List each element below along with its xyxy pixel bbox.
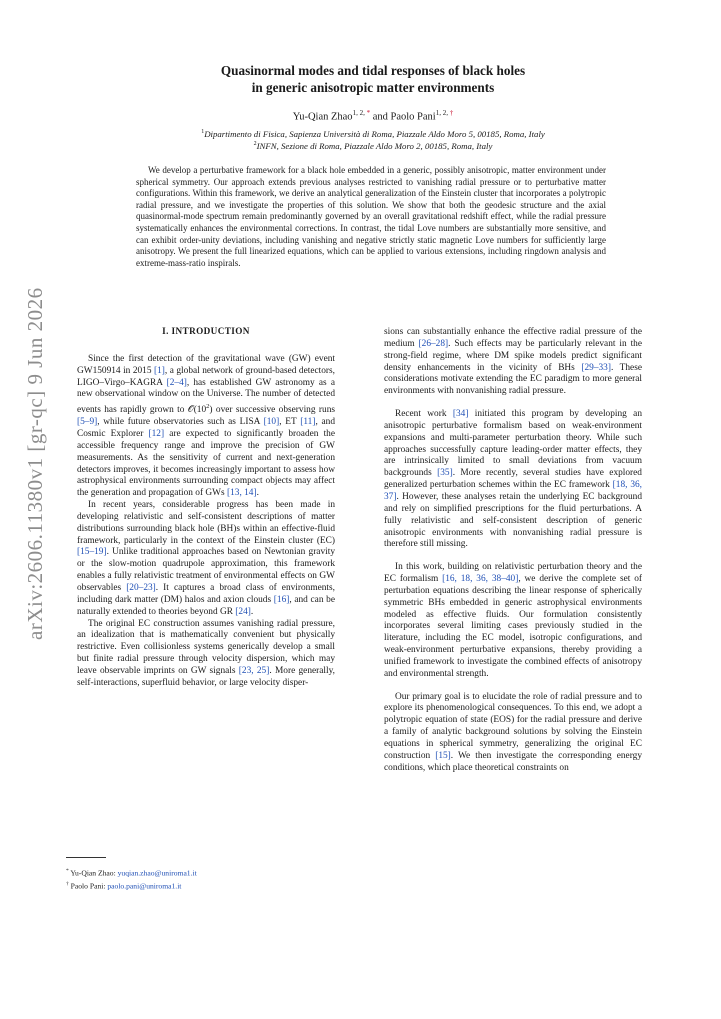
footnote-2-label: Paolo Pani: xyxy=(68,881,108,891)
footnote-1 xyxy=(66,866,326,879)
footnote-2 xyxy=(66,879,326,892)
citation-link[interactable]: [16, 18, 36, 38–40] xyxy=(442,574,519,585)
text-run: . These considerations motivate extending the EC paradigm to more general environments with nonvanishing radial pressure. xyxy=(384,362,642,397)
citation-link[interactable]: [11] xyxy=(300,417,316,428)
text-run: . More generally, self-interactions, superfluid behavior, or large velocity disper- xyxy=(77,665,335,688)
paragraph xyxy=(384,692,642,775)
text-run: , and can be naturally extended to theories beyond GR xyxy=(77,594,335,617)
author-1-footnote-link[interactable]: * xyxy=(366,109,371,117)
left-column xyxy=(77,326,335,690)
arxiv-stamp: arXiv:2606.11380v1 [gr-qc] 9 Jun 2026 xyxy=(22,287,47,640)
text-run: ) over successive observing runs xyxy=(209,405,335,416)
text-run: , a global network of ground-based detectors, LIGO–Virgo–KAGRA xyxy=(77,365,335,388)
text-run: initiated this program by developing an anisotropic perturbative formalism based on weak-environment expansions and multi-parameter perturbation theory. While such approaches successfully capture leading-order matter effects, they are intrinsically limited to small deviations from vacuum backgrounds xyxy=(384,409,642,479)
affiliation-2-sup: 2 xyxy=(253,141,257,148)
author-1-affil-sup: 1, 2, xyxy=(352,109,367,117)
footnote-2-mark: † xyxy=(66,881,69,888)
citation-link[interactable]: [34] xyxy=(452,409,469,420)
citation-link[interactable]: [29–33] xyxy=(581,362,611,373)
citation-link[interactable]: [1] xyxy=(154,365,165,376)
citation-link[interactable]: [15] xyxy=(435,750,451,761)
footnotes xyxy=(66,866,326,892)
affiliation-1-text: Dipartimento di Fisica, Sapienza Università di Roma, Piazzale Aldo Moro 5, 00185, Roma, Italy xyxy=(204,128,545,139)
right-column xyxy=(384,327,642,775)
author-conjunction: and xyxy=(370,111,391,123)
text-run: The original EC construction assumes vanishing radial pressure, an idealization that is mathematically convenient but physically restrictive. Even collisionless systems generically develop a small but finite radial pressure through velocity dispersion, which may leave observable imprints on GW signals xyxy=(77,618,335,676)
text-run: . xyxy=(250,606,254,617)
author-2-name: Paolo Pani xyxy=(390,111,436,123)
citation-link[interactable]: [2–4] xyxy=(166,377,187,388)
paragraph xyxy=(77,354,335,500)
text-run: . xyxy=(256,488,259,499)
citation-link[interactable]: [16] xyxy=(273,594,290,605)
citation-link[interactable]: [10] xyxy=(263,417,280,428)
paragraph xyxy=(384,562,642,680)
text-run: In recent years, considerable progress has been made in developing relativistic and self-consistent descriptions of matter distributions surrounding black hole (BH)s within an effective-fluid framework, particularly in the context of the Einstein cluster (EC) xyxy=(77,500,335,546)
text-run: sions can substantially enhance the effective radial pressure of the medium xyxy=(384,327,642,349)
author-list xyxy=(120,109,626,123)
text-run: In this work, building on relativistic perturbation theory and the EC formalism xyxy=(384,562,642,585)
text-run: . It captures a broad class of environments, including dark matter (DM) halos and axion clouds xyxy=(77,582,335,605)
text-run: . However, these analyses retain the underlying EC background and rely on simplified prescriptions for the fluid perturbations. A fully relativistic and self-consistent description of generic anisotropic environments with nonvanishing radial pressure is therefore still missing. xyxy=(384,491,642,550)
affiliation-1 xyxy=(120,127,626,140)
text-run: Our primary goal is to elucidate the role of radial pressure and to explore its phenomenological consequences. To this end, we adopt a polytropic equation of state (EOS) for the radial pressure and derive a family of analytic background solutions by solving the Einstein equations in spherical symmetry, generalizing the original EC construction xyxy=(384,691,642,761)
abstract-text: We develop a perturbative framework for a black hole embedded in a generic, possibly anisotropic, matter environment under spherical symmetry. Our approach extends previous analyses restricted to vanishing radial pressure or to perturbative matter configurations. Within this framework, we derive an analytical generalization of the Einstein cluster that incorporates a polytropic radial pressure, and we investigate the properties of this solution. We show that both the geodesic structure and the axial quasinormal-mode spectrum remain predominantly governed by an overall gravitational redshift effect, while the radial pressure systematically enhances the environmental corrections. In contrast, the tidal Love numbers are substantially more sensitive, and can exhibit order-unity deviations, including vanishing and negative strictly static magnetic Love numbers for sufficiently large anisotropy. We present the full linearized equations, which can be applied to various extensions, including ringdown analysis and extreme-mass-ratio inspirals. xyxy=(136,165,606,268)
abstract xyxy=(136,165,606,269)
affiliation-2-text: INFN, Sezione di Roma, Piazzale Aldo Moro 2, 00185, Roma, Italy xyxy=(256,141,493,152)
text-run: are expected to significantly broaden the accessible frequency range and improve the precision of GW measurements. As the sensitivity of current and next-generation detectors improves, it becomes increasingly important to assess how astrophysical environments surrounding compact objects may affect the generation and propagation of GWs xyxy=(77,429,335,499)
citation-link[interactable]: [12] xyxy=(148,429,165,440)
footnote-1-mark: * xyxy=(66,868,69,874)
paper-header xyxy=(120,62,626,152)
text-run: Since the first detection of the gravitational wave (GW) event GW150914 in 2015 xyxy=(77,353,335,376)
paper-title xyxy=(120,62,626,96)
affiliation-1-sup: 1 xyxy=(201,128,205,135)
paragraph xyxy=(384,327,642,398)
text-run: . We then investigate the corresponding energy conditions, which place theoretical constraints on xyxy=(384,750,642,773)
text-run: , while future observatories such as LISA xyxy=(97,417,264,428)
citation-link[interactable]: [26–28] xyxy=(418,338,449,349)
citation-link[interactable]: [18, 36, 37] xyxy=(384,480,642,502)
title-line-1: Quasinormal modes and tidal responses of black holes xyxy=(220,63,526,78)
citation-link[interactable]: [24] xyxy=(235,606,251,617)
text-run: , we derive the complete set of perturbation equations describing the linear response of spherically symmetric BHs embedded in generic astrophysical environments modeled as effective fluids. Our formulation consistently incorporates several limiting cases previously studied in the literature, including the EC model, isotropic configurations, and weak-environment perturbative expansions, thereby providing a unified framework to investigate the combined effects of anisotropy and environmental strength. xyxy=(384,574,642,679)
citation-link[interactable]: [5–9] xyxy=(77,417,98,428)
section-heading: I. INTRODUCTION xyxy=(162,326,250,336)
affiliation-2 xyxy=(120,139,626,152)
text-run: , and Cosmic Explorer xyxy=(77,417,335,440)
text-run: . More recently, several studies have explored generalized perturbation schemes within the EC framework xyxy=(384,468,642,491)
citation-link[interactable]: [13, 14] xyxy=(226,488,257,499)
footnote-divider xyxy=(66,857,106,858)
citation-link[interactable]: [35] xyxy=(437,468,453,479)
paragraph xyxy=(77,619,335,690)
text-run: . Unlike traditional approaches based on Newtonian gravity or the slow-motion quadrupole approximation, this framework enables a fully relativistic treatment of environmental effects on GW observables xyxy=(77,547,335,593)
author-1-name: Yu-Qian Zhao xyxy=(292,111,353,123)
citation-link[interactable]: [23, 25] xyxy=(238,665,270,676)
text-run: , ET xyxy=(279,417,301,428)
text-run: , has established GW astronomy as a new observational window on the Universe. The number of detected events has rapidly grown to 𝒪(10 xyxy=(77,377,335,416)
author-2-footnote-link[interactable]: † xyxy=(449,109,454,117)
footnote-2-email-link[interactable]: paolo.pani@uniroma1.it xyxy=(107,881,182,891)
text-run: Recent work xyxy=(395,409,453,420)
text-run: . Such effects may be particularly relevant in the strong-field regime, where DM spike models predict significant density enhancements in the vicinity of BHs xyxy=(384,338,642,373)
footnote-1-label: Yu-Qian Zhao: xyxy=(68,868,118,878)
citation-link[interactable]: [15–19] xyxy=(77,547,107,558)
title-line-2: in generic anisotropic matter environments xyxy=(251,80,495,95)
author-2-affil-sup: 1, 2, xyxy=(435,109,450,117)
exponent: 2 xyxy=(206,403,210,411)
footnote-1-email-link[interactable]: yuqian.zhao@uniroma1.it xyxy=(117,868,197,878)
paragraph xyxy=(77,500,335,618)
affiliations xyxy=(120,127,626,153)
paragraph xyxy=(384,409,642,551)
citation-link[interactable]: [20–23] xyxy=(126,582,156,593)
